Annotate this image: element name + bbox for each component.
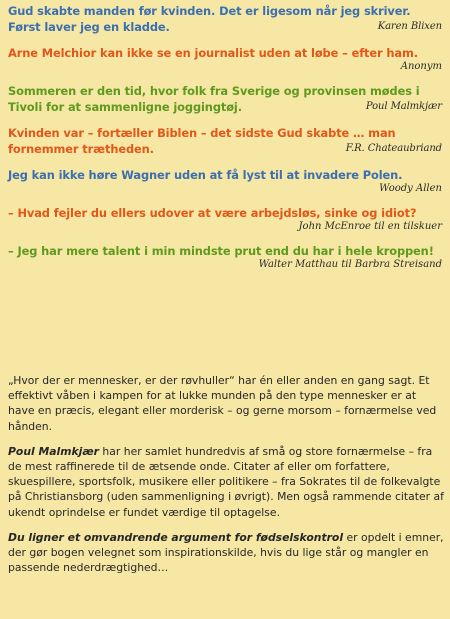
blurb-paragraph-3 [8,530,444,576]
quote-text: Arne Melchior kan ikke se en journalist uden at løbe – efter ham. [8,46,418,60]
compiler-name: Poul Malmkjær [8,444,99,458]
quote-author: Walter Matthau til Barbra Streisand [258,259,442,270]
quote-author: Woody Allen [379,183,442,194]
quote-7 [8,243,442,271]
blurb-paragraph-2 [8,444,444,520]
quote-text: Sommeren er den tid, hvor folk fra Sverige og provinsen mødes i Tivoli for at sammenligne joggingtøj. [8,84,420,114]
quote-5 [8,167,442,195]
blurb-paragraph-1: „Hvor der er mennesker, er der røvhuller“ har én eller anden en gang sagt. Et effektivt våben i kampen for at lukke munden på den type mennesker er at have en præcis, elegant eller morderisk – og gerne morsom – fornærmelse ved hånden. [8,374,437,433]
quote-author: John McEnroe til en tilskuer [298,221,442,232]
quote-text: Kvinden var – fortæller Biblen – det sidste Gud skabte … man fornemmer trætheden. [8,126,396,156]
book-title: Du ligner et omvandrende argument for fødselskontrol [8,530,344,544]
quote-text: – Jeg har mere talent i min mindste prut end du har i hele kroppen! [8,244,434,258]
quote-author: F.R. Chateaubriand [345,143,442,154]
quote-1 [8,3,442,35]
quote-author: Anonym [400,61,442,72]
quote-text: – Hvad fejler du ellers udover at være arbejdsløs, sinke og idiot? [8,206,417,220]
quote-3 [8,83,442,115]
blurb-paragraph-2-text: har her samlet hundredvis af små og store fornærmelse – fra de mest raffinerede til de ætsende onde. Citater af eller om forfattere, skuespillere, sportsfolk, musikere eller politikere – fra Sokrates til de folkevalgte på Christiansborg (uden sammenligning i øvrigt). Men også rammende citater af ukendt oprindelse er fundet værdige til optagelse. [8,444,444,519]
quote-author: Karen Blixen [377,21,442,32]
quote-6 [8,205,442,233]
quote-list [8,3,442,271]
quote-author: Poul Malmkjær [365,101,442,112]
quote-text: Gud skabte manden før kvinden. Det er ligesom når jeg skriver. Først laver jeg en kladde. [8,4,411,34]
blurb [8,373,444,585]
quote-2 [8,45,442,73]
blurb-paragraph-3-text: er opdelt i emner, der gør bogen velegnet som inspirationskilde, hvis du lige står og mangler en passende nederdrægtighed… [8,530,444,575]
quote-text: Jeg kan ikke høre Wagner uden at få lyst til at invadere Polen. [8,168,403,182]
quote-4 [8,125,442,157]
